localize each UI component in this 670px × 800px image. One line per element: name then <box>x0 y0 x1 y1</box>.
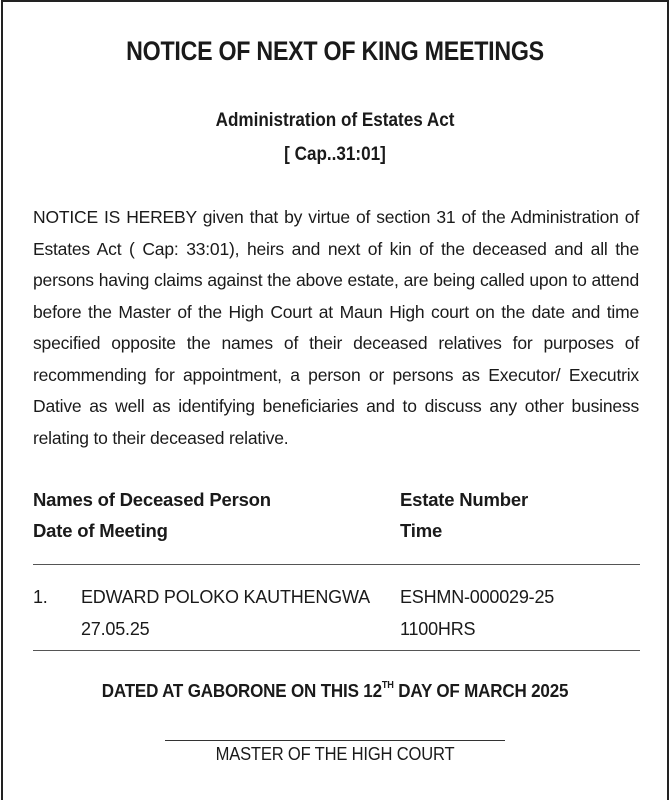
dated-suffix: DAY OF MARCH 2025 <box>393 680 569 701</box>
row-number: 1. <box>33 587 48 607</box>
dated-ordinal-suffix: TH <box>381 679 394 691</box>
signatory-title: MASTER OF THE HIGH COURT <box>215 744 455 764</box>
estate-number: ESHMN-000029-25 <box>400 587 555 607</box>
dated-prefix: DATED AT GABORONE ON THIS 12 <box>101 680 382 701</box>
notice-body: NOTICE IS HEREBY given that by virtue of section 31 of the Administration of Estates Act ( Cap: 33:01), heirs and next of kin of the deceased and all the persons having claims against the above estate, are being called upon to attend before the Master of the High Court at Maun High court on the date and time specified opposite the names of their deceased relatives for purposes of recommending for appointment, a person or persons as Executor/ Executrix Dative as well as identifying beneficiaries and to discuss any other business relating to their deceased relative. <box>33 207 639 448</box>
table-divider-top <box>33 564 640 565</box>
signature-line <box>165 740 505 741</box>
dated-statement <box>30 680 641 702</box>
meeting-date: 27.05.25 <box>81 619 150 639</box>
notice-document <box>1 0 669 800</box>
act-title: Administration of Estates Act <box>215 110 455 131</box>
header-names-of-deceased: Names of Deceased Person <box>33 489 271 510</box>
header-date-of-meeting: Date of Meeting <box>33 520 168 541</box>
deceased-name: EDWARD POLOKO KAUTHENGWA <box>81 587 370 607</box>
table-divider-bottom <box>33 650 640 651</box>
act-chapter: [ Cap..31:01] <box>284 144 386 165</box>
notice-title: NOTICE OF NEXT OF KING MEETINGS <box>126 36 544 66</box>
header-estate-number: Estate Number <box>400 489 528 510</box>
header-time: Time <box>400 520 443 541</box>
meeting-time: 1100HRS <box>400 619 476 639</box>
